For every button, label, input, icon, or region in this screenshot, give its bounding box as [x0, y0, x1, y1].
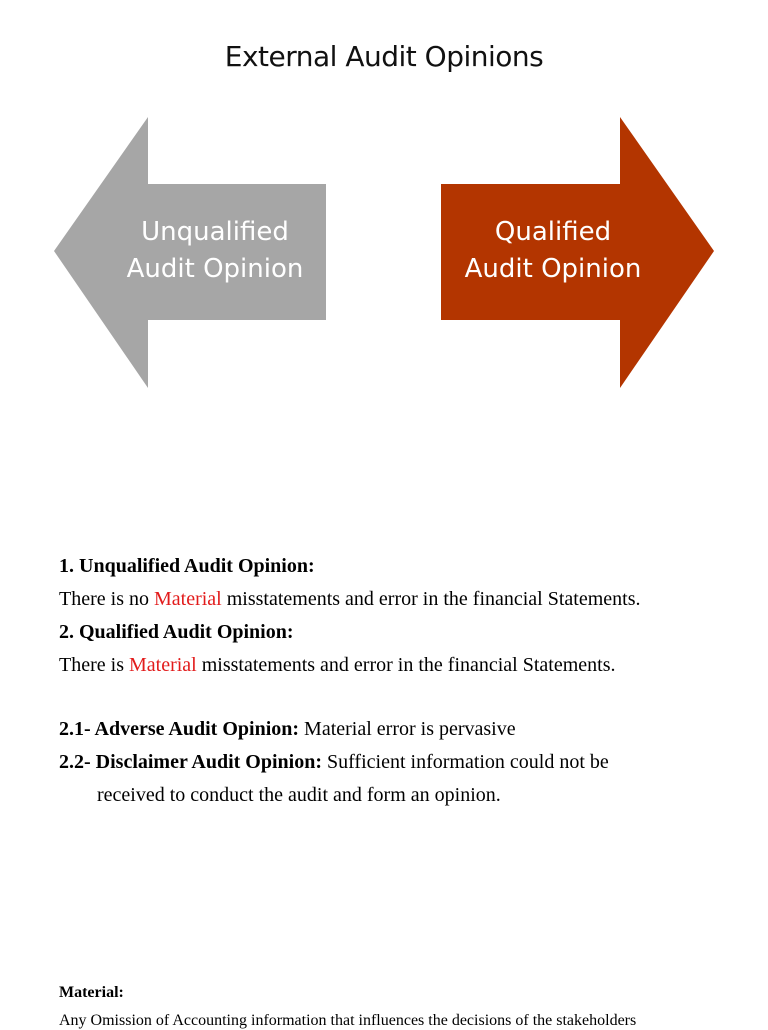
page-title: External Audit Opinions [224, 40, 544, 73]
section2-heading: 2. Qualified Audit Opinion: [59, 621, 294, 643]
disclaimer-opinion-text-line2: received to conduct the audit and form an opinion. [97, 784, 501, 806]
section1-text [59, 583, 739, 616]
adverse-opinion [59, 713, 739, 746]
material-definition: Any Omission of Accounting information that influences the decisions of the stakeholders [59, 1012, 637, 1029]
section1-text-post: misstatements and error in the financial Statements. [221, 588, 641, 610]
right-arrow-line2: Audit Opinion [464, 254, 642, 284]
adverse-opinion-label: 2.1- Adverse Audit Opinion: [59, 718, 300, 740]
material-heading: Material: [59, 984, 124, 1001]
section1-material-highlight: Material [153, 588, 222, 610]
section1-text-pre: There is no [59, 588, 154, 610]
section2-text-pre: There is [59, 654, 129, 676]
left-arrow-label [110, 214, 320, 288]
arrows-diagram [0, 0, 768, 400]
disclaimer-opinion [59, 746, 739, 812]
opinions-content [59, 550, 739, 812]
section2-text-post: misstatements and error in the financial Statements. [196, 654, 616, 676]
left-arrow-line2: Audit Opinion [126, 254, 304, 284]
disclaimer-opinion-text-line1: Sufficient information could not be [322, 751, 609, 773]
adverse-opinion-text: Material error is pervasive [299, 718, 516, 740]
right-arrow-line1: Qualified [494, 217, 612, 247]
disclaimer-opinion-label: 2.2- Disclaimer Audit Opinion: [59, 751, 322, 773]
section2-material-highlight: Material [128, 654, 197, 676]
right-arrow-label [448, 214, 658, 288]
section1-heading: 1. Unqualified Audit Opinion: [59, 555, 315, 577]
left-arrow-line1: Unqualified [141, 217, 289, 247]
section2-text [59, 649, 739, 682]
